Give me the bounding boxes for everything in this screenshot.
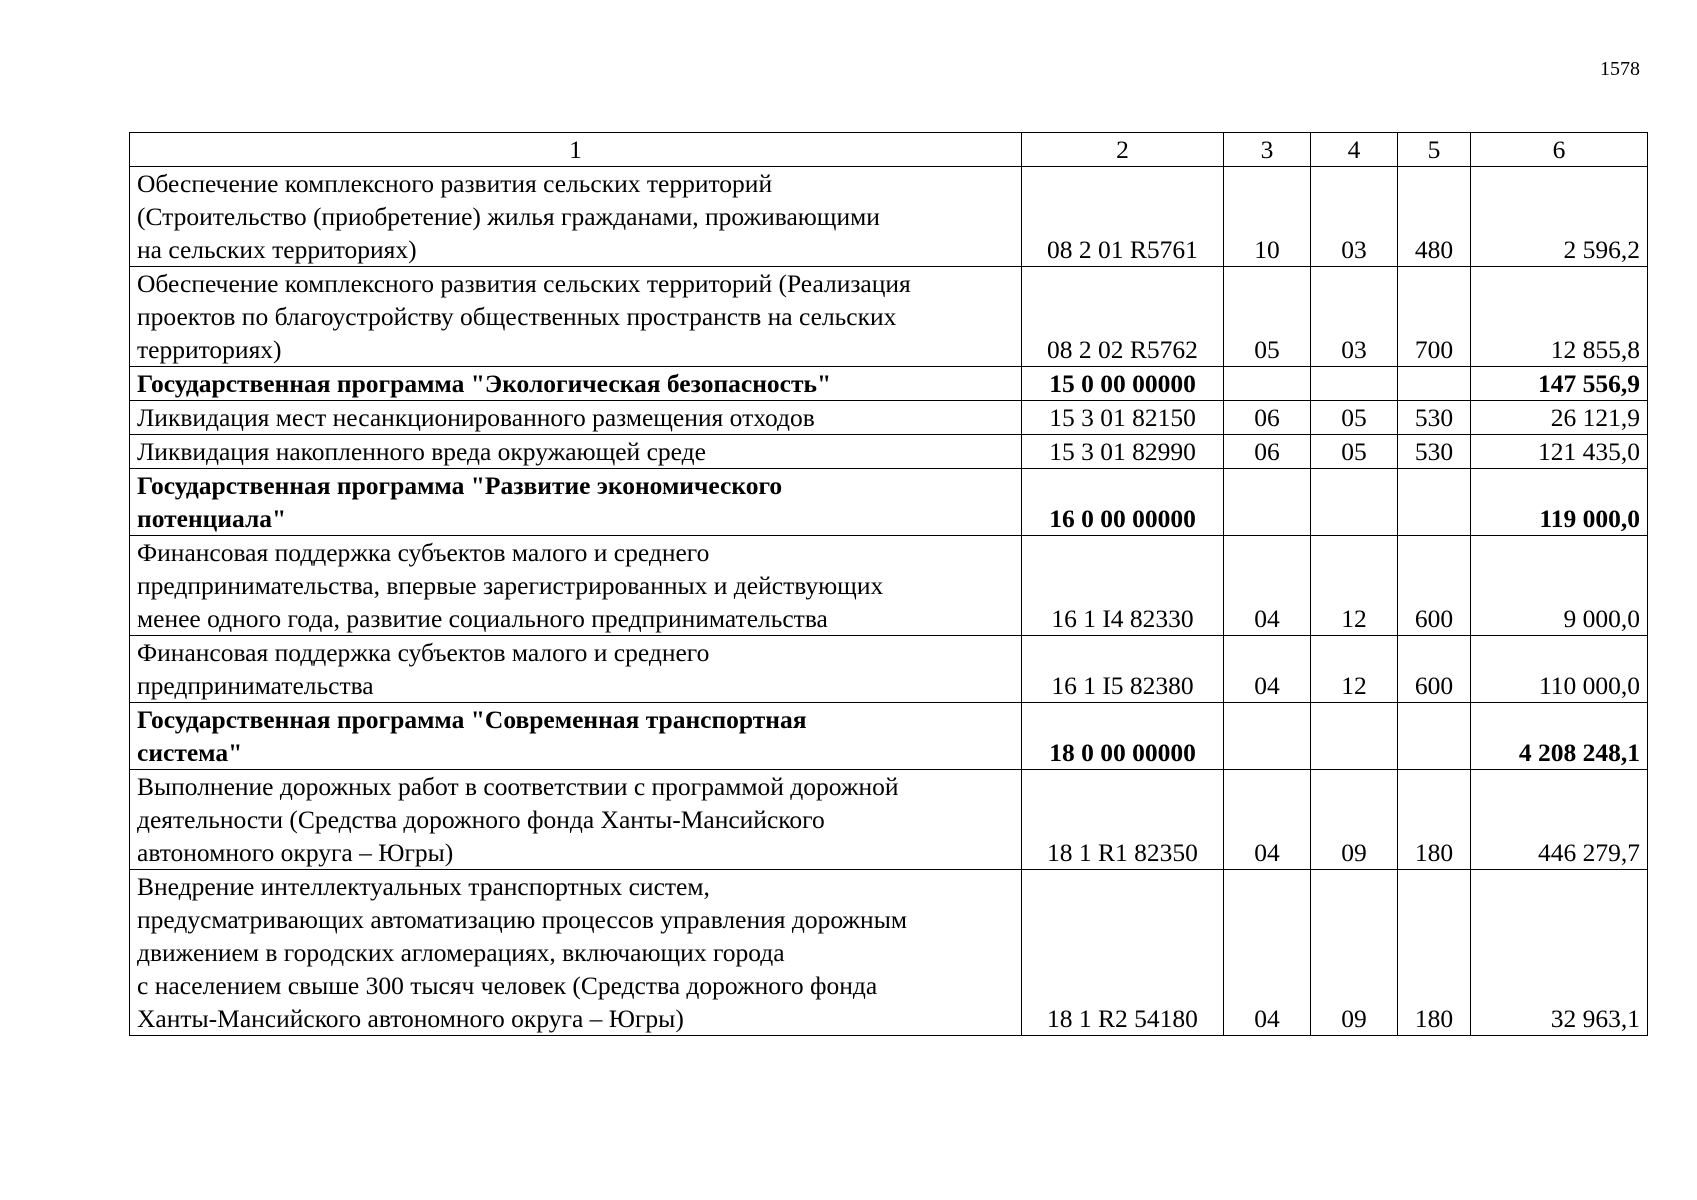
target-code: 08 2 02 R5762 [1022,267,1224,367]
target-code: 15 3 01 82150 [1022,401,1224,435]
section-code: 06 [1224,401,1311,435]
expense-type-code: 180 [1398,870,1471,1036]
budget-table [129,132,1648,1036]
table-row [130,636,1648,703]
target-code: 18 1 R1 82350 [1022,770,1224,870]
description-line: автономного округа – Югры) [137,838,454,867]
expense-type-code [1398,367,1471,401]
expense-type-code: 700 [1398,267,1471,367]
amount: 110 000,0 [1471,636,1648,703]
target-code: 16 1 I5 82380 [1022,636,1224,703]
row-description [130,536,1022,636]
target-code: 15 0 00 00000 [1022,367,1224,401]
row-description [130,167,1022,267]
description-line: потенциала" [137,504,287,533]
description-line: система" [137,738,243,767]
subsection-code: 09 [1311,770,1398,870]
target-code: 16 0 00 00000 [1022,469,1224,536]
row-description [130,435,1022,469]
description-line: движением в городских агломерациях, включающих города [137,938,785,967]
expense-type-code: 600 [1398,636,1471,703]
amount: 119 000,0 [1471,469,1648,536]
target-code: 18 1 R2 54180 [1022,870,1224,1036]
section-code [1224,367,1311,401]
column-header-5: 5 [1398,133,1471,167]
subsection-code [1311,367,1398,401]
expense-type-code [1398,469,1471,536]
expense-type-code [1398,703,1471,770]
table-row [130,167,1648,267]
table-row [130,267,1648,367]
subsection-code: 05 [1311,435,1398,469]
section-code: 04 [1224,870,1311,1036]
expense-type-code: 600 [1398,536,1471,636]
description-line: Обеспечение комплексного развития сельских территорий [137,169,773,198]
expense-type-code: 180 [1398,770,1471,870]
description-line: Ликвидация накопленного вреда окружающей среде [137,437,706,466]
amount: 12 855,8 [1471,267,1648,367]
description-line: менее одного года, развитие социального предпринимательства [137,604,828,633]
description-line: Государственная программа "Современная транспортная [137,705,807,734]
table-row [130,435,1648,469]
description-line: Финансовая поддержка субъектов малого и среднего [137,638,710,667]
target-code: 18 0 00 00000 [1022,703,1224,770]
row-description [130,401,1022,435]
section-code: 10 [1224,167,1311,267]
target-code: 15 3 01 82990 [1022,435,1224,469]
amount: 26 121,9 [1471,401,1648,435]
target-code: 08 2 01 R5761 [1022,167,1224,267]
row-description [130,770,1022,870]
table-row [130,401,1648,435]
column-header-3: 3 [1224,133,1311,167]
amount: 2 596,2 [1471,167,1648,267]
subsection-code: 09 [1311,870,1398,1036]
description-line: с населением свыше 300 тысяч человек (Средства дорожного фонда [137,971,878,1000]
table-row [130,770,1648,870]
row-description [130,469,1022,536]
description-line: Государственная программа "Экологическая безопасность" [137,369,832,398]
table-row [130,870,1648,1036]
row-description [130,703,1022,770]
program-row [130,367,1648,401]
description-line: проектов по благоустройству общественных пространств на сельских [137,302,897,331]
column-header-1: 1 [130,133,1022,167]
row-description [130,870,1022,1036]
description-line: предпринимательства [137,671,374,700]
description-line: предпринимательства, впервые зарегистрированных и действующих [137,571,884,600]
section-code: 04 [1224,536,1311,636]
subsection-code: 03 [1311,167,1398,267]
description-line: Ханты-Мансийского автономного округа – Югры) [137,1004,684,1033]
section-code [1224,703,1311,770]
description-line: на сельских территориях) [137,235,417,264]
column-header-6: 6 [1471,133,1648,167]
amount: 4 208 248,1 [1471,703,1648,770]
section-code: 06 [1224,435,1311,469]
description-line: Внедрение интеллектуальных транспортных систем, [137,872,710,901]
row-description [130,367,1022,401]
expense-type-code: 530 [1398,401,1471,435]
header-row [130,133,1648,167]
section-code: 05 [1224,267,1311,367]
program-row [130,703,1648,770]
section-code: 04 [1224,770,1311,870]
column-header-4: 4 [1311,133,1398,167]
column-header-2: 2 [1022,133,1224,167]
description-line: Ликвидация мест несанкционированного размещения отходов [137,403,815,432]
description-line: территориях) [137,335,282,364]
description-line: деятельности (Средства дорожного фонда Ханты-Мансийского [137,805,825,834]
description-line: Финансовая поддержка субъектов малого и среднего [137,538,710,567]
description-line: (Строительство (приобретение) жилья гражданами, проживающими [137,202,880,231]
row-description [130,636,1022,703]
description-line: Государственная программа "Развитие экономического [137,471,783,500]
subsection-code: 05 [1311,401,1398,435]
expense-type-code: 530 [1398,435,1471,469]
subsection-code: 12 [1311,636,1398,703]
subsection-code: 03 [1311,267,1398,367]
section-code [1224,469,1311,536]
description-line: предусматривающих автоматизацию процессов управления дорожным [137,905,907,934]
target-code: 16 1 I4 82330 [1022,536,1224,636]
section-code: 04 [1224,636,1311,703]
row-description [130,267,1022,367]
description-line: Выполнение дорожных работ в соответствии с программой дорожной [137,772,899,801]
subsection-code: 12 [1311,536,1398,636]
table-body [130,167,1648,1036]
amount: 147 556,9 [1471,367,1648,401]
description-line: Обеспечение комплексного развития сельских территорий (Реализация [137,269,911,298]
page-number: 1578 [1600,58,1640,80]
amount: 121 435,0 [1471,435,1648,469]
subsection-code [1311,469,1398,536]
subsection-code [1311,703,1398,770]
amount: 9 000,0 [1471,536,1648,636]
amount: 32 963,1 [1471,870,1648,1036]
program-row [130,469,1648,536]
expense-type-code: 480 [1398,167,1471,267]
amount: 446 279,7 [1471,770,1648,870]
table-row [130,536,1648,636]
